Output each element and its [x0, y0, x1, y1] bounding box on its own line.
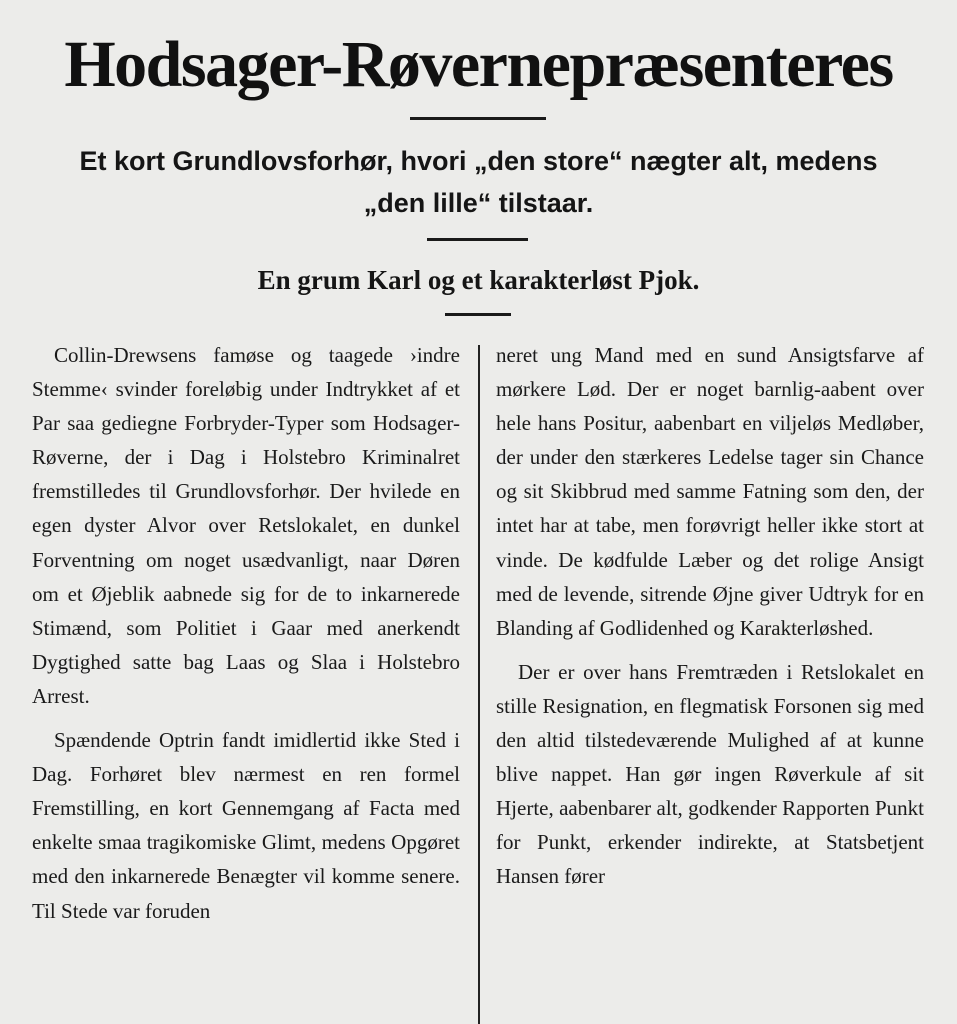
paragraph: Collin-Drewsens famøse og taagede ›indre Stemme‹ svinder foreløbig under Indtrykket af et Par saa gediegne Forbryder-Typer som Hodsager-Røverne, der i Dag i Holstebro Kriminalret fremstilledes til Grundlovsforhør. Der hvilede en egen dyster Alvor over Retslokalet, en dunkel Forventning om noget usædvanligt, naar Døren om et Øjeblik aabnede sig for de to inkarnerede Stimænd, som Politiet i Gaar med anerkendt Dygtighed satte bag Laas og Slaa i Holstebro Arrest. — [32, 343, 460, 708]
subheadline-rule — [427, 238, 528, 241]
article-column-left — [32, 338, 460, 928]
headline: Hodsager-Røvernepræsenteres — [64, 28, 893, 101]
headline-rule — [410, 117, 546, 120]
article-column-right — [496, 338, 924, 894]
paragraph: neret ung Mand med en sund Ansigtsfarve af mørkere Lød. Der er noget barnlig-aabent over hele hans Positur, aabenbart en viljeløs Medløber, der under den stærkeres Ledelse tager sin Chance og sit Skibbrud med samme Fatning som den, der intet har at tabe, men forøvrigt heller ikke stort at vinde. De kødfulde Læber og det rolige Ansigt med de levende, sitrende Øjne giver Udtryk for en Blanding af Godlidenhed og Karakterløshed. — [496, 343, 924, 640]
paragraph: Der er over hans Fremtræden i Retslokalet en stille Resignation, en flegmatisk Forsonen sig med den altid tilstedeværende Mulighed af at kunne blive nappet. Han gør ingen Røverkule af sit Hjerte, aabenbarer alt, godkender Rapporten Punkt for Punkt, erkender indirekte, at Statsbetjent Hansen fører — [496, 659, 924, 889]
subheadline: Et kort Grundlovsforhør, hvori „den store“ nægter alt, medens „den lille“ tilstaar. — [79, 146, 878, 218]
deck-rule — [445, 313, 511, 316]
column-divider — [478, 345, 480, 1024]
paragraph: Spændende Optrin fandt imidlertid ikke Sted i Dag. Forhøret blev nærmest en ren formel Fremstilling, en kort Gennemgang af Facta med enkelte smaa tragikomiske Glimt, medens Opgøret med den inkarnerede Benægter vil komme senere. Til Stede var foruden — [32, 728, 460, 923]
deck: En grum Karl og et karakterløst Pjok. — [257, 265, 700, 295]
